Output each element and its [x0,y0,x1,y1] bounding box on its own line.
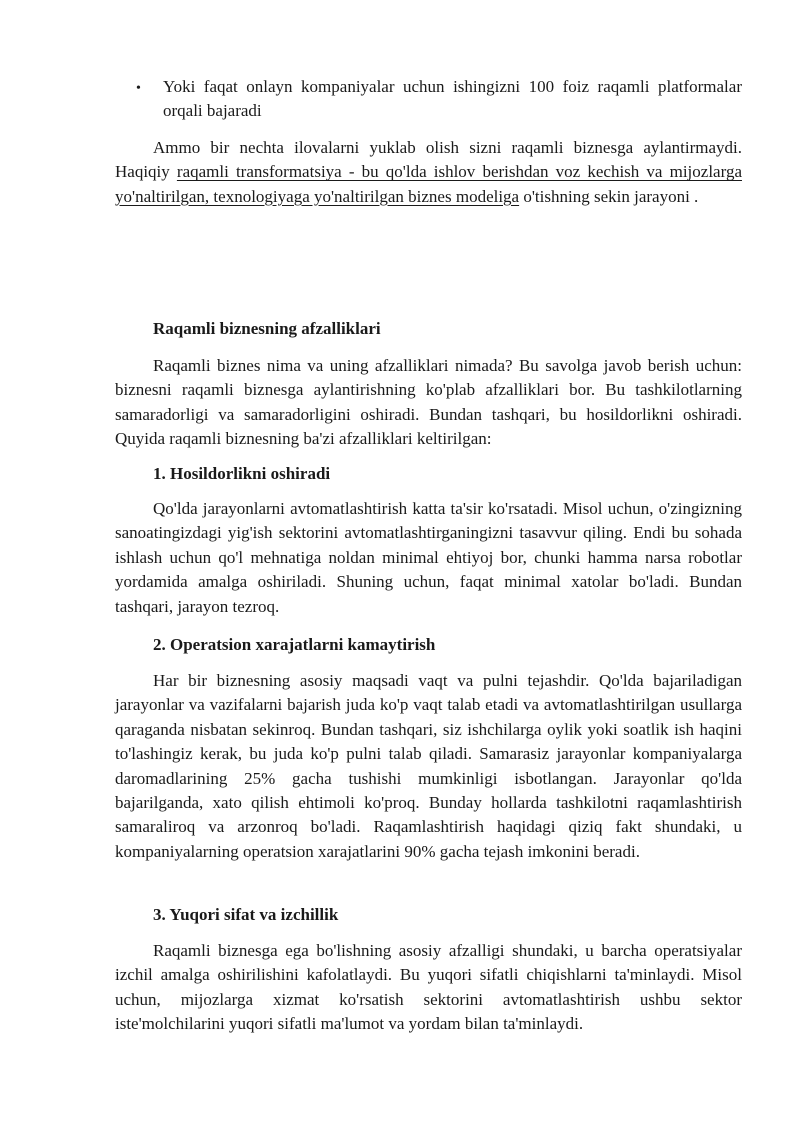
section-intro-paragraph: Raqamli biznes nima va uning afzalliklari nimada? Bu savolga javob berish uchun: biznesni raqamli biznesga aylantirishning ko'plab afzalliklari bor. Bu tashkilotlarning samaradorligi va samaradorligini oshiradi. Bundan tashqari, bu hosildorlikni oshiradi. Quyida raqamli biznesning ba'zi afzalliklari keltirilgan: [115,356,742,449]
transformation-link[interactable]: raqamli transformatsiya - bu qo'lda ishlov berishdan voz kechish va mijozlarga yo'naltirilgan, texnologiyaga yo'naltirilgan biznes modeliga [115,162,742,206]
item-1-heading: 1. Hosildorlikni oshiradi [153,464,331,483]
item-1-paragraph: Qo'lda jarayonlarni avtomatlashtirish katta ta'sir ko'rsatadi. Misol uchun, o'zingizning sanoatingizdagi yig'ish sektorini avtomatlashtirganingizni tasavvur qiling. Endi bu sohada ishlash uchun qo'l mehnatiga noldan minimal ehtiyoj bor, chunki hamma narsa robotlar yordamida amalga oshiriladi. Shuning uchun, faqat minimal xatolar bo'ladi. Bundan tashqari, jarayon tezroq. [115,499,742,616]
item-3-heading: 3. Yuqori sifat va izchillik [153,905,339,924]
item-3-paragraph: Raqamli biznesga ega bo'lishning asosiy afzalligi shundaki, u barcha operatsiyalar izchil amalga oshirilishini kafolatlaydi. Bu yuqori sifatli chiqishlarni ta'minlaydi. Misol uchun, mijozlarga xizmat ko'rsatish sektorini avtomatlashtirish ushbu sektor iste'molchilarini yuqori sifatli ma'lumot va yordam bilan ta'minlaydi. [115,941,742,1034]
bullet-item-text: Yoki faqat onlayn kompaniyalar uchun ishingizni 100 foiz raqamli platformalar orqali bajaradi [163,77,742,121]
item-2-heading: 2. Operatsion xarajatlarni kamaytirish [153,635,436,654]
bullet-marker: • [136,81,141,96]
intro-paragraph [115,136,742,209]
intro-text-after-link: o'tishning sekin jarayoni . [519,186,699,206]
section-title: Raqamli biznesning afzalliklari [153,319,381,338]
intro-text-before-link: Ammo bir nechta ilovalarni yuklab olish sizni raqamli biznesga aylantirmaydi. Haqiqiy [115,138,742,182]
item-2-paragraph: Har bir biznesning asosiy maqsadi vaqt va pulni tejashdir. Qo'lda bajariladigan jarayonlar va vazifalarni bajarish juda ko'p vaqt talab etadi va avtomatlashtirilgan usullarga qaraganda nisbatan sekinroq. Bundan tashqari, siz ishchilarga oylik yoki soatlik ish haqini to'lashingiz kerak, bu juda ko'p pulni talab qiladi. Samarasiz jarayonlar kompaniyalarga daromadlarining 25% gacha tushishi mumkinligi isbotlangan. Jarayonlar qo'lda bajarilganda, xato qilish ehtimoli ko'proq. Bunday hollarda tashkilotni raqamlashtirish samaraliroq va arzonroq bo'ladi. Raqamlashtirish haqidagi qiziq fakt shundaki, u kompaniyalarning operatsion xarajatlarini 90% gacha tejash imkonini beradi. [115,671,742,861]
